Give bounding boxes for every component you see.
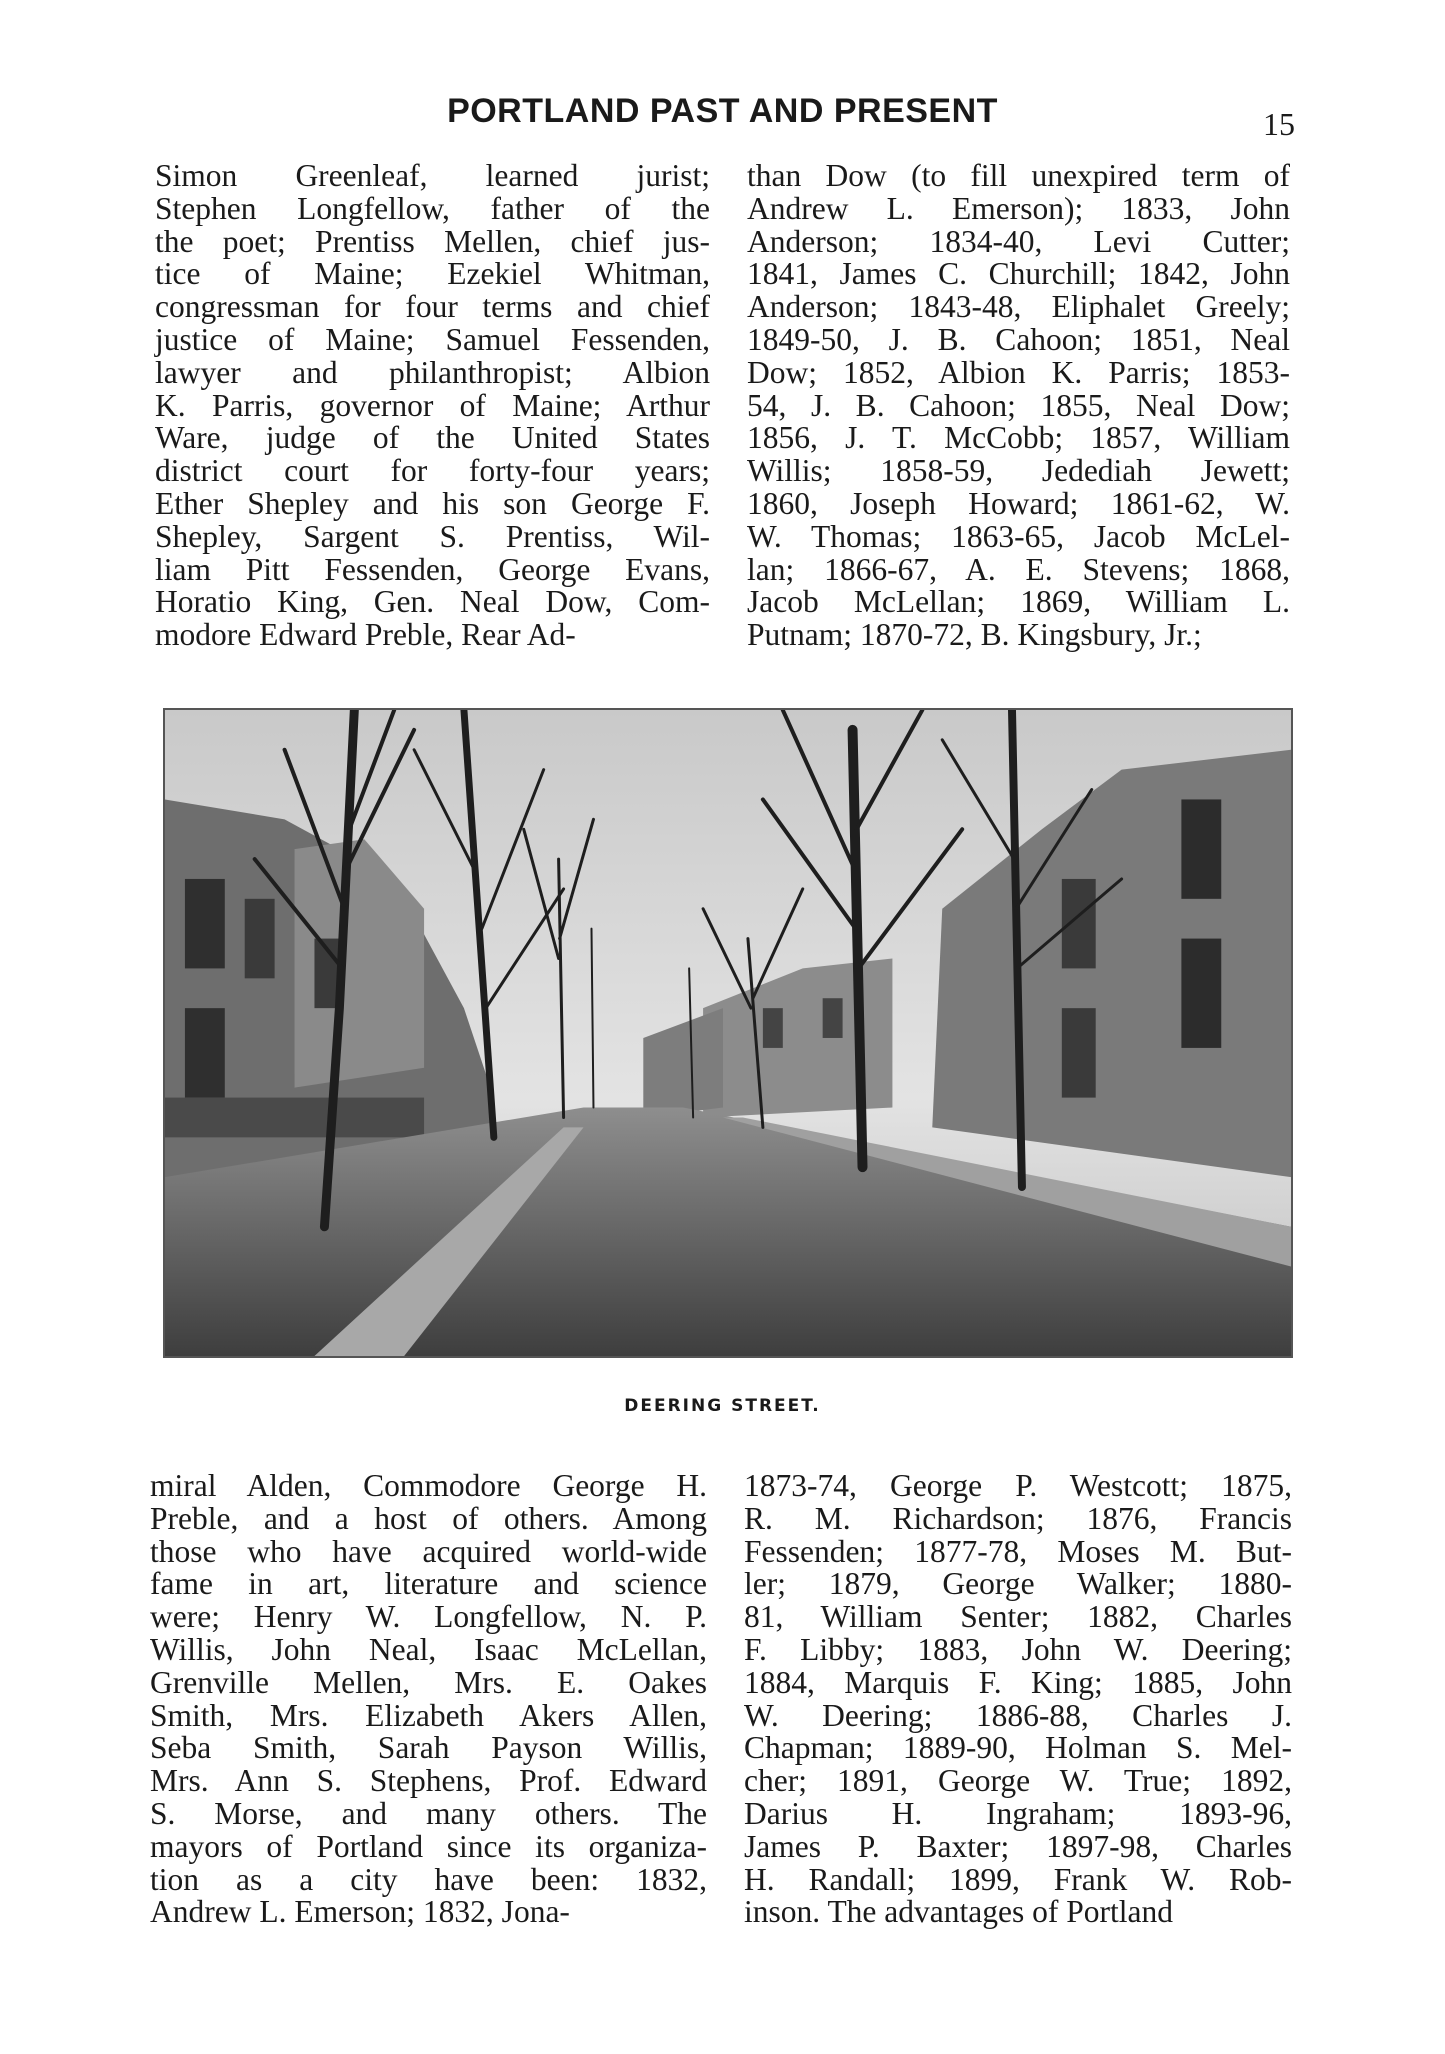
text-line: liam Pitt Fessenden, George Evans,: [155, 551, 710, 587]
text-line: Andrew L. Emerson; 1832, Jona-: [150, 1894, 570, 1930]
page-number: 15: [1263, 106, 1295, 142]
text-line: 81, William Senter; 1882, Charles: [744, 1599, 1292, 1635]
deering-street-photograph: [163, 708, 1293, 1358]
figure-caption: DEERING STREET.: [624, 1396, 821, 1416]
text-line: inson. The advantages of Portland: [744, 1894, 1173, 1930]
text-column-top-left: [155, 160, 710, 652]
text-line: the poet; Prentiss Mellen, chief jus-: [155, 223, 710, 259]
text-line: cher; 1891, George W. True; 1892,: [744, 1763, 1292, 1799]
text-line: congressman for four terms and chief: [155, 289, 710, 325]
text-line: district court for forty-four years;: [155, 453, 710, 489]
text-line: S. Morse, and many others. The: [150, 1795, 707, 1831]
text-line: Shepley, Sargent S. Prentiss, Wil-: [155, 518, 710, 554]
text-line: tice of Maine; Ezekiel Whitman,: [155, 256, 710, 292]
text-line: F. Libby; 1883, John W. Deering;: [744, 1631, 1292, 1667]
text-line: fame in art, literature and science: [150, 1566, 707, 1602]
text-line: Preble, and a host of others. Among: [150, 1500, 707, 1536]
text-line: Dow; 1852, Albion K. Parris; 1853-: [747, 354, 1290, 390]
text-line: Chapman; 1889-90, Holman S. Mel-: [744, 1730, 1292, 1766]
text-line: Stephen Longfellow, father of the: [155, 190, 710, 226]
text-line: Ware, judge of the United States: [155, 420, 710, 456]
text-line: Horatio King, Gen. Neal Dow, Com-: [155, 584, 710, 620]
text-line: lawyer and philanthropist; Albion: [155, 354, 710, 390]
text-line: 1884, Marquis F. King; 1885, John: [744, 1664, 1292, 1700]
running-head: PORTLAND PAST AND PRESENT: [447, 92, 998, 130]
text-line: H. Randall; 1899, Frank W. Rob-: [744, 1861, 1292, 1897]
text-line: 1841, James C. Churchill; 1842, John: [747, 256, 1290, 292]
text-line: tion as a city have been: 1832,: [150, 1861, 707, 1897]
text-line: 1873-74, George P. Westcott; 1875,: [744, 1468, 1292, 1503]
text-line: Anderson; 1834-40, Levi Cutter;: [747, 223, 1290, 259]
text-line: Simon Greenleaf, learned jurist;: [155, 158, 710, 193]
text-line: 1856, J. T. McCobb; 1857, William: [747, 420, 1290, 456]
text-line: were; Henry W. Longfellow, N. P.: [150, 1599, 707, 1635]
text-line: W. Thomas; 1863-65, Jacob McLel-: [747, 518, 1290, 554]
text-column-bottom-left: [150, 1470, 707, 1929]
text-line: than Dow (to fill unexpired term of: [747, 158, 1290, 193]
text-line: Willis; 1858-59, Jedediah Jewett;: [747, 453, 1290, 489]
text-line: modore Edward Preble, Rear Ad-: [155, 617, 576, 653]
text-line: miral Alden, Commodore George H.: [150, 1468, 707, 1503]
text-line: James P. Baxter; 1897-98, Charles: [744, 1828, 1292, 1864]
text-column-top-right: [747, 160, 1290, 652]
text-line: Ether Shepley and his son George F.: [155, 485, 710, 521]
text-line: those who have acquired world-wide: [150, 1533, 707, 1569]
text-line: Putnam; 1870-72, B. Kingsbury, Jr.;: [747, 617, 1202, 653]
text-line: Darius H. Ingraham; 1893-96,: [744, 1795, 1292, 1831]
text-line: Willis, John Neal, Isaac McLellan,: [150, 1631, 707, 1667]
text-line: 54, J. B. Cahoon; 1855, Neal Dow;: [747, 387, 1290, 423]
text-column-bottom-right: [744, 1470, 1292, 1929]
text-line: Mrs. Ann S. Stephens, Prof. Edward: [150, 1763, 707, 1799]
text-line: 1860, Joseph Howard; 1861-62, W.: [747, 485, 1290, 521]
text-line: Anderson; 1843-48, Eliphalet Greely;: [747, 289, 1290, 325]
text-line: Fessenden; 1877-78, Moses M. But-: [744, 1533, 1292, 1569]
text-line: R. M. Richardson; 1876, Francis: [744, 1500, 1292, 1536]
text-line: Seba Smith, Sarah Payson Willis,: [150, 1730, 707, 1766]
text-line: K. Parris, governor of Maine; Arthur: [155, 387, 710, 423]
text-line: mayors of Portland since its organiza-: [150, 1828, 707, 1864]
text-line: Grenville Mellen, Mrs. E. Oakes: [150, 1664, 707, 1700]
street-scene-image: [165, 710, 1291, 1356]
text-line: W. Deering; 1886-88, Charles J.: [744, 1697, 1292, 1733]
text-line: 1849-50, J. B. Cahoon; 1851, Neal: [747, 321, 1290, 357]
text-line: Smith, Mrs. Elizabeth Akers Allen,: [150, 1697, 707, 1733]
text-line: Andrew L. Emerson); 1833, John: [747, 190, 1290, 226]
text-line: ler; 1879, George Walker; 1880-: [744, 1566, 1292, 1602]
text-line: lan; 1866-67, A. E. Stevens; 1868,: [747, 551, 1290, 587]
text-line: Jacob McLellan; 1869, William L.: [747, 584, 1290, 620]
text-line: justice of Maine; Samuel Fessenden,: [155, 321, 710, 357]
